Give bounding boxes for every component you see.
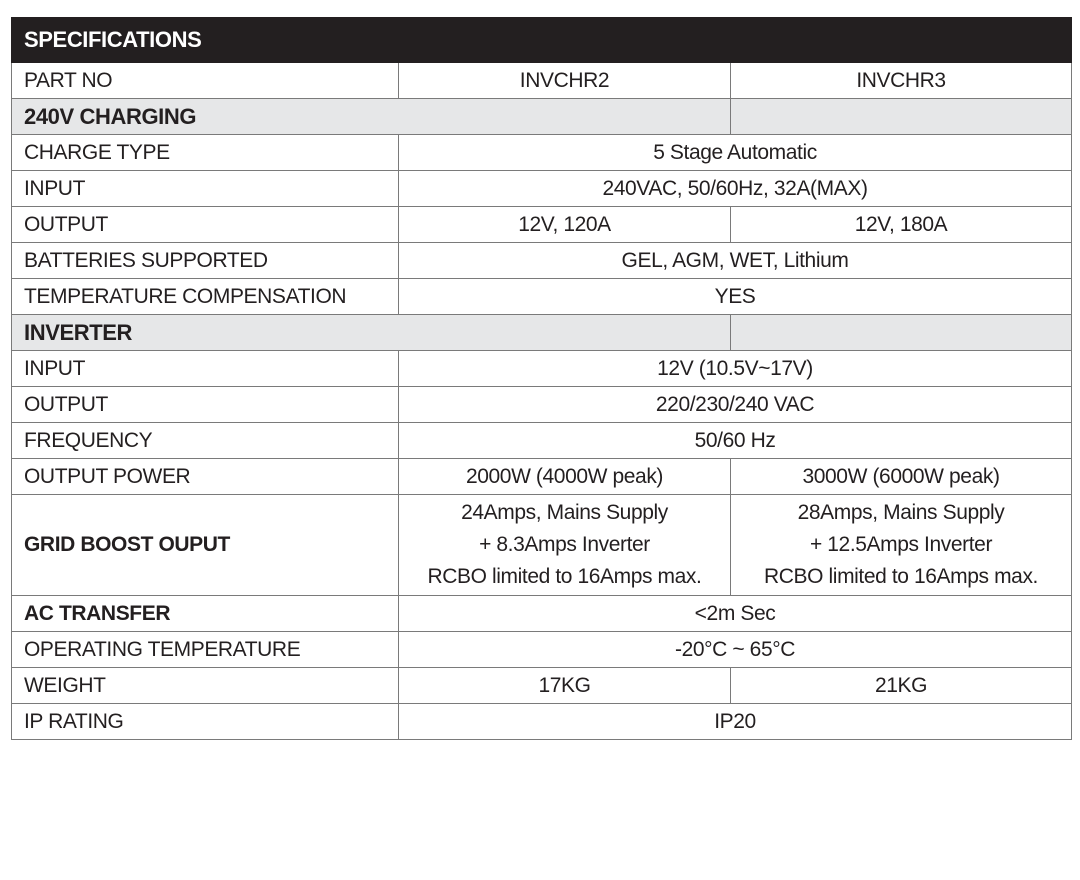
- row-label: OPERATING TEMPERATURE: [12, 632, 399, 668]
- value-invchr2: [399, 495, 731, 596]
- row-label: OUTPUT: [12, 207, 399, 243]
- row-inverter-input: [12, 351, 1072, 387]
- row-label: PART NO: [12, 63, 399, 99]
- row-label: BATTERIES SUPPORTED: [12, 243, 399, 279]
- row-label: INPUT: [12, 351, 399, 387]
- row-value: IP20: [399, 704, 1072, 740]
- row-value: 50/60 Hz: [399, 423, 1072, 459]
- row-output-power: [12, 459, 1072, 495]
- row-value: YES: [399, 279, 1072, 315]
- value-line: 24Amps, Mains Supply: [461, 501, 668, 524]
- value-line: RCBO limited to 16Amps max.: [764, 565, 1038, 588]
- row-charge-output: [12, 207, 1072, 243]
- row-inverter-output: [12, 387, 1072, 423]
- specifications-table: [11, 17, 1072, 740]
- value-line: 28Amps, Mains Supply: [797, 501, 1005, 524]
- value-invchr3: [731, 495, 1072, 596]
- section-inverter: [12, 315, 1072, 351]
- section-heading: 240V CHARGING: [12, 99, 731, 135]
- row-label: FREQUENCY: [12, 423, 399, 459]
- section-blank-cell: [731, 99, 1072, 135]
- row-label: GRID BOOST OUPUT: [12, 495, 399, 596]
- row-value: 5 Stage Automatic: [399, 135, 1072, 171]
- row-value: GEL, AGM, WET, Lithium: [399, 243, 1072, 279]
- row-ac-transfer: [12, 596, 1072, 632]
- row-label: OUTPUT: [12, 387, 399, 423]
- row-value: -20°C ~ 65°C: [399, 632, 1072, 668]
- row-batteries-supported: [12, 243, 1072, 279]
- value-invchr2: 17KG: [399, 668, 731, 704]
- value-line: RCBO limited to 16Amps max.: [427, 565, 702, 588]
- row-label: WEIGHT: [12, 668, 399, 704]
- value-invchr2: 2000W (4000W peak): [399, 459, 731, 495]
- row-label: TEMPERATURE COMPENSATION: [12, 279, 399, 315]
- row-value: 240VAC, 50/60Hz, 32A(MAX): [399, 171, 1072, 207]
- value-invchr3: 3000W (6000W peak): [731, 459, 1072, 495]
- section-heading: INVERTER: [12, 315, 731, 351]
- value-invchr3: 12V, 180A: [731, 207, 1072, 243]
- row-value: <2m Sec: [399, 596, 1072, 632]
- row-frequency: [12, 423, 1072, 459]
- row-grid-boost-output: [12, 495, 1072, 596]
- row-value: 220/230/240 VAC: [399, 387, 1072, 423]
- value-line: + 12.5Amps Inverter: [809, 533, 993, 556]
- row-label: AC TRANSFER: [12, 596, 399, 632]
- row-temperature-compensation: [12, 279, 1072, 315]
- value-line: + 8.3Amps Inverter: [479, 533, 650, 556]
- value-invchr3: 21KG: [731, 668, 1072, 704]
- part-no-invchr3: INVCHR3: [731, 63, 1072, 99]
- value-invchr2: 12V, 120A: [399, 207, 731, 243]
- row-ip-rating: [12, 704, 1072, 740]
- table-title-row: [12, 18, 1072, 63]
- row-weight: [12, 668, 1072, 704]
- row-charge-type: [12, 135, 1072, 171]
- row-label: IP RATING: [12, 704, 399, 740]
- row-operating-temperature: [12, 632, 1072, 668]
- row-label: INPUT: [12, 171, 399, 207]
- row-part-no: [12, 63, 1072, 99]
- row-label: CHARGE TYPE: [12, 135, 399, 171]
- row-charge-input: [12, 171, 1072, 207]
- row-label: OUTPUT POWER: [12, 459, 399, 495]
- section-blank-cell: [731, 315, 1072, 351]
- row-value: 12V (10.5V~17V): [399, 351, 1072, 387]
- part-no-invchr2: INVCHR2: [399, 63, 731, 99]
- table-title: SPECIFICATIONS: [12, 18, 1072, 63]
- section-240v-charging: [12, 99, 1072, 135]
